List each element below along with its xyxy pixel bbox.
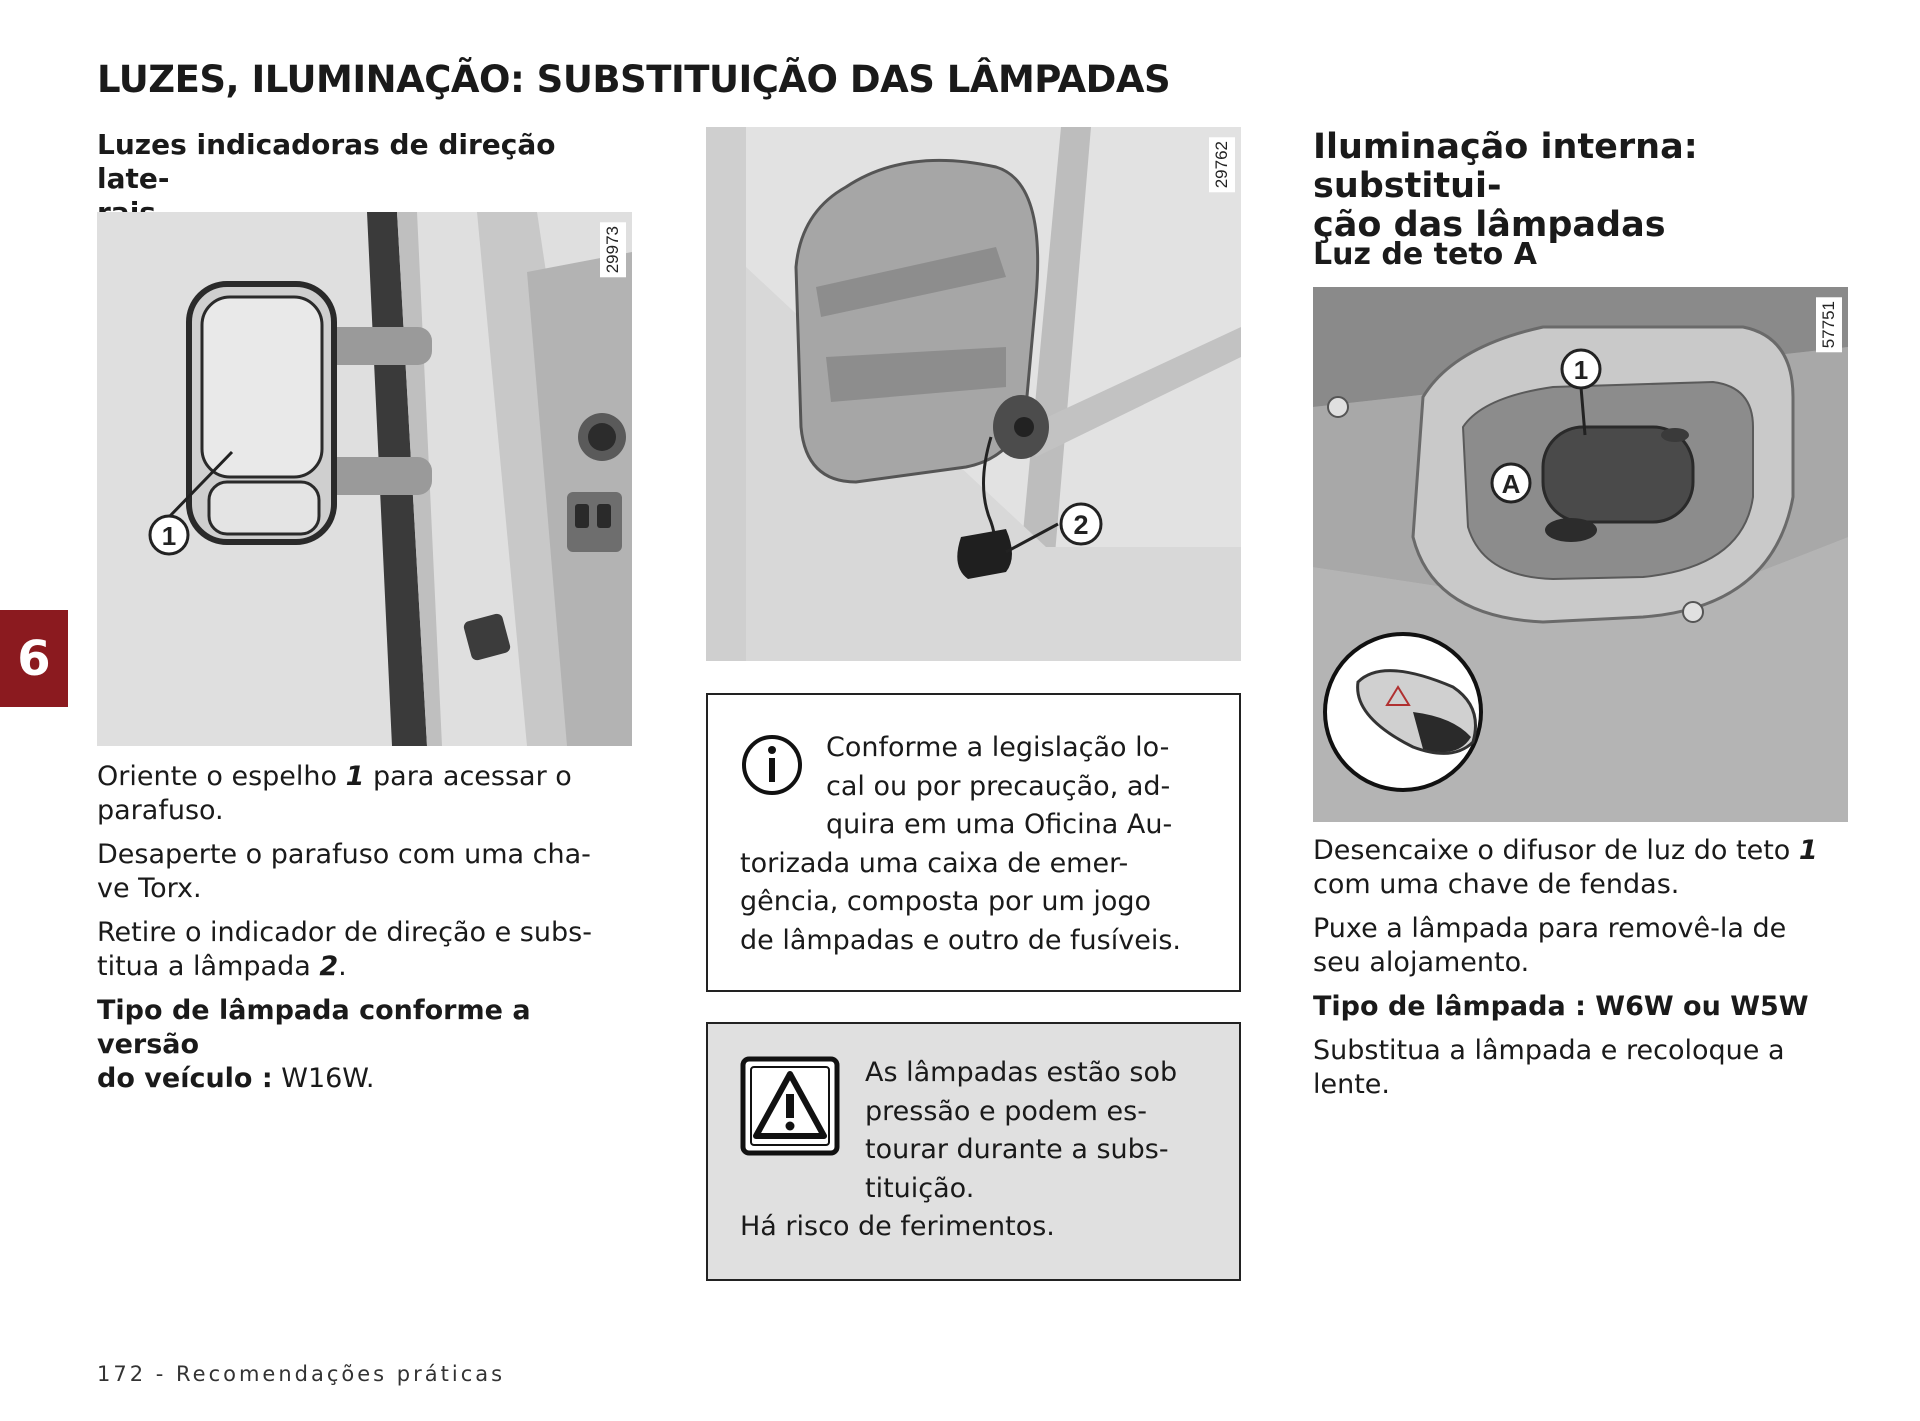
left-bulb-label-2: do veículo : <box>97 1063 273 1094</box>
right-bulb-type <box>1313 990 1873 1024</box>
info-icon <box>740 733 804 797</box>
right-heading-line-2: ção das lâmpadas <box>1313 205 1666 245</box>
left-paragraph-1 <box>97 760 637 828</box>
left-paragraph-2 <box>97 838 637 906</box>
right-final-line-1: Substitua a lâmpada e recoloque a <box>1313 1035 1785 1066</box>
figure-number: 29762 <box>1209 137 1235 192</box>
ceiling-light-illustration <box>1313 287 1848 822</box>
warning-line-1: As lâmpadas estão sob <box>865 1057 1178 1088</box>
right-heading-line-1: Iluminação interna: substitui- <box>1313 127 1698 206</box>
ceiling-light-figure <box>1313 287 1848 822</box>
page-title: LUZES, ILUMINAÇÃO: SUBSTITUIÇÃO DAS LÂMPADAS <box>97 58 1171 101</box>
left-p1-line-2: parafuso. <box>97 795 224 826</box>
right-bulb-label: Tipo de lâmpada : <box>1313 991 1586 1022</box>
left-p3-ref: 2 <box>319 951 339 982</box>
right-p2-line-1: Puxe a lâmpada para removê-la de <box>1313 913 1787 944</box>
left-bulb-type <box>97 994 637 1096</box>
left-p3-line-1: Retire o indicador de direção e subs- <box>97 917 592 948</box>
info-line-3: quira em uma Oficina Au- <box>826 809 1173 840</box>
indicator-figure <box>706 127 1241 661</box>
left-bulb-value: W16W. <box>272 1063 375 1094</box>
left-p1-after: para acessar o <box>364 761 572 792</box>
warning-line-3: tourar durante a subs- <box>865 1134 1169 1165</box>
left-p3-line-2: titua a lâmpada <box>97 951 311 982</box>
warning-text-full <box>740 1208 1230 1247</box>
left-p2-line-2: ve Torx. <box>97 873 202 904</box>
info-text-indent <box>826 729 1226 845</box>
right-p1-line-1: Desencaixe o difusor de luz do teto <box>1313 835 1791 866</box>
left-body <box>97 760 637 1106</box>
info-line-2: cal ou por precaução, ad- <box>826 770 1171 802</box>
mirror-illustration <box>97 212 632 746</box>
figure-number: 29973 <box>600 222 626 277</box>
info-line-4: torizada uma caixa de emer- <box>740 847 1129 879</box>
left-heading-line-1: Luzes indicadoras de direção late- <box>97 128 556 195</box>
right-p1-line-2: com uma chave de fendas. <box>1313 869 1680 900</box>
warning-text-indent <box>865 1054 1230 1208</box>
right-paragraph-final <box>1313 1034 1873 1102</box>
left-bulb-label-1: Tipo de lâmpada conforme a versão <box>97 995 531 1060</box>
left-p2-line-1: Desaperte o parafuso com uma cha- <box>97 839 591 870</box>
right-body <box>1313 834 1873 1112</box>
left-p1-ref: 1 <box>345 761 365 792</box>
page-footer: 172 - Recomendações práticas <box>97 1362 506 1386</box>
chapter-tab[interactable]: 6 <box>0 610 68 707</box>
right-heading <box>1313 128 1873 245</box>
right-final-line-2: lente. <box>1313 1069 1391 1100</box>
mirror-figure <box>97 212 632 746</box>
callout-a-label: A <box>1501 469 1521 499</box>
warning-line-4: tituição. <box>865 1172 975 1204</box>
right-p2-line-2: seu alojamento. <box>1313 947 1530 978</box>
callout-1-label: 1 <box>1573 355 1589 385</box>
warning-line-2: pressão e podem es- <box>865 1095 1147 1127</box>
info-line-5: gência, composta por um jogo <box>740 886 1152 917</box>
callout-1-label: 1 <box>161 521 177 551</box>
right-p1-ref: 1 <box>1798 835 1818 866</box>
right-subheading: Luz de teto A <box>1313 237 1537 272</box>
indicator-illustration <box>706 127 1241 661</box>
warning-box <box>706 1022 1241 1281</box>
info-line-1: Conforme a legislação lo- <box>826 732 1170 763</box>
right-paragraph-2 <box>1313 912 1873 980</box>
warning-line-5: Há risco de ferimentos. <box>740 1211 1055 1242</box>
figure-number: 57751 <box>1816 297 1842 352</box>
info-box <box>706 693 1241 992</box>
warning-icon <box>740 1056 840 1156</box>
callout-2-label: 2 <box>1073 510 1089 540</box>
info-text-full <box>740 845 1230 961</box>
left-p1-line-1: Oriente o espelho <box>97 761 338 792</box>
left-paragraph-3 <box>97 916 637 984</box>
info-line-6: de lâmpadas e outro de fusíveis. <box>740 924 1181 956</box>
left-p3-end: . <box>338 951 347 982</box>
right-bulb-value: W6W ou W5W <box>1585 991 1809 1022</box>
right-paragraph-1 <box>1313 834 1873 902</box>
